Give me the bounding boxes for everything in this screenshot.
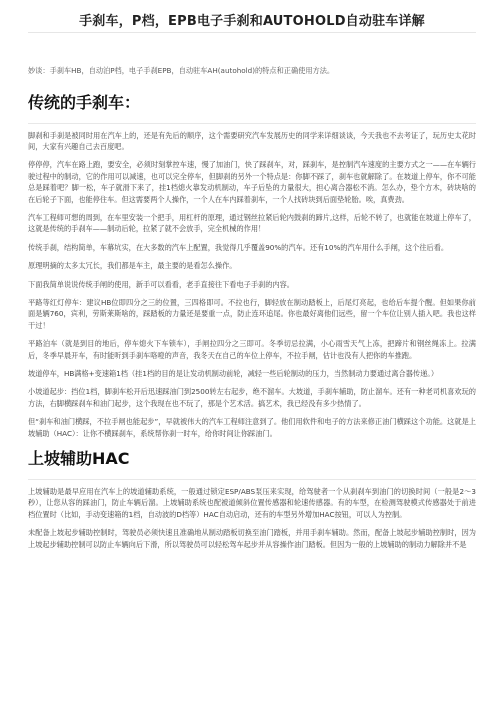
section-heading: 上坡辅助HAC xyxy=(28,449,130,469)
paragraph: 但“刹车和油门横踩，不拉手闸也能起步”，早就被伟大的汽车工程师注意到了。他们用软件和电子的方法来修正油门横踩这个功能。这就是上坡辅助（HAC）：让你不横踩刹车，系统帮你刹一时车，给你时间让你踩油门。 xyxy=(28,417,476,438)
section-divider xyxy=(28,479,476,480)
paragraph: 平路等红灯停车：建议HB位即四分之三的位置，三四格即可。不拉也行，脚轻放在制动踏板上，后尾灯亮起，也给后车提个醒。但如果你前面是辆760，宾利，劳斯莱斯啥的，踩踏板的力量还是要重一点，防止连环追尾。你也最好离他们远些，留一个车位让别人插入吧。我也这样干过！ xyxy=(28,297,476,330)
paragraph: 传统手刹，结构简单，车幕坑实，在大多数的汽车上配置，我觉得几乎覆盖90%的汽车。还有10%的汽车用什么手闸，这个往后看。 xyxy=(28,242,449,252)
paragraph: 上坡辅助是最早应用在汽车上的坡道辅助系统，一般通过锁定ESP/ABS泵压来实现，给驾驶者一个从刹刹车到油门的切换时间（一般是2～3秒），让您从容的踩油门，防止车辆后溜。上坡辅助系统也配被道倾斜位置传感器和轮速传感器。有的车型，在检测驾驶模式传感器处于前进档位置时（比如，手动变速箱的1档，自动波的D档等）HAC自动启动，还有的车型另外增加HAC按钮，可以人为控制。 xyxy=(28,487,476,519)
section-heading: 传统的手刹车： xyxy=(28,92,141,112)
section-divider xyxy=(28,123,476,124)
paragraph: 平路泊车（就是到目的地后，停车熄火下车锁车），手闸拉四分之三即可。冬季切忌拉满，小心雨雪天气上冻，把蹄片和钢丝绳冻上。拉满后，冬季早晨开车，有时能听到手刹车咯噔的声音，我冬天在自己的车位上停车，不拉手闸，估计也没有人把你的车推跑。 xyxy=(28,339,476,360)
paragraph: 下面我简单说说传统手闸的使用，新手可以看看，老手直接往下看电子手刹的内容。 xyxy=(28,279,294,289)
paragraph: 原理明摘的太多太冗长，我们都是车主，最主要的是看怎么操作。 xyxy=(28,261,237,271)
paragraph: 未配备上坡起步辅助控制时，驾驶员必须快速且准确地从制动踏板切换至油门踏板，并用手刹车辅助。然而，配备上坡起步辅助控制时，因为上坡起步辅助控制可以防止车辆向后下滑，所以驾驶员可以轻松驾车起步并从容操作油门踏板。但因为一般的上坡辅助的制动力解除并不是 xyxy=(28,528,476,549)
section-manual-handbrake xyxy=(28,93,476,440)
article-title: 手刹车，P档，EPB电子手刹和AUTOHOLD自动驻车详解 xyxy=(79,14,425,29)
paragraph: 脚刹和手刹是被同时用在汽车上的，还是有先后的顺序，这个需要研究汽车发展历史的同学来详细谈谈，今天我也不去考证了，玩历史太花时间，大家有兴趣自己去百度吧。 xyxy=(28,130,476,151)
paragraph: 汽车工程师可想的周到，在车里安装一个把手，用杠杆的原理，通过钢丝拉紧后轮内鼓刹的蹄片,这样，后轮不转了，也就能在坡道上停车了，这就是传统的手刹车——制动后轮，拉紧了就不会放手，完全机械的作用！ xyxy=(28,212,476,234)
paragraph: 坡道停车，HB满格+变速箱1档（挂1档的目的是让发动机制动前轮，减轻一些后轮制动的压力，当然制动力要通过离合器传递。） xyxy=(28,369,439,378)
paragraph: 停停停，汽车在路上跑，要安全，必须时刻掌控车速，慢了加油门，快了踩刹车，对，踩刹车，是控制汽车速度的主要方式之一——在车辆行驶过程中的制动，它的作用可以减速，也可以完全停车，但脚刹的另外一个特点是：你脚不踩了，刹车也就解除了。在坡道上停车，你不可能总是踩着吧？脚一松，车子就滑下来了，挂1档熄火靠发动机制动，车子后坠的力量很大，担心离合器松不消。怎么办，垫个方木，砖块啥的在后轮子下面，也能停住车。但这需要两个人操作，一个人在车内踩着刹车，一个人找砖块到后面垫轮胎。唉，真费劲。 xyxy=(28,160,476,204)
paragraph: 小坡道起步：挡位1档，脚刹车松开后迅速踩油门到2500转左右起步，绝不溜车。大坡道，手刹车辅助，防止溜车。还有一种老司机喜欢玩的方法，右脚横踩刹车和油门起步，这个我现在也不玩了，那是个艺术活。搞艺术，我已经没有多少热情了。 xyxy=(28,387,476,408)
article-summary: 妙谈：手刹车HB，自动泊P档，电子手刹EPB，自动驻车AH(autohold)的特点和正确使用方法。 xyxy=(28,66,335,75)
title-divider xyxy=(28,32,476,33)
section-hill-start-assist xyxy=(28,449,476,550)
